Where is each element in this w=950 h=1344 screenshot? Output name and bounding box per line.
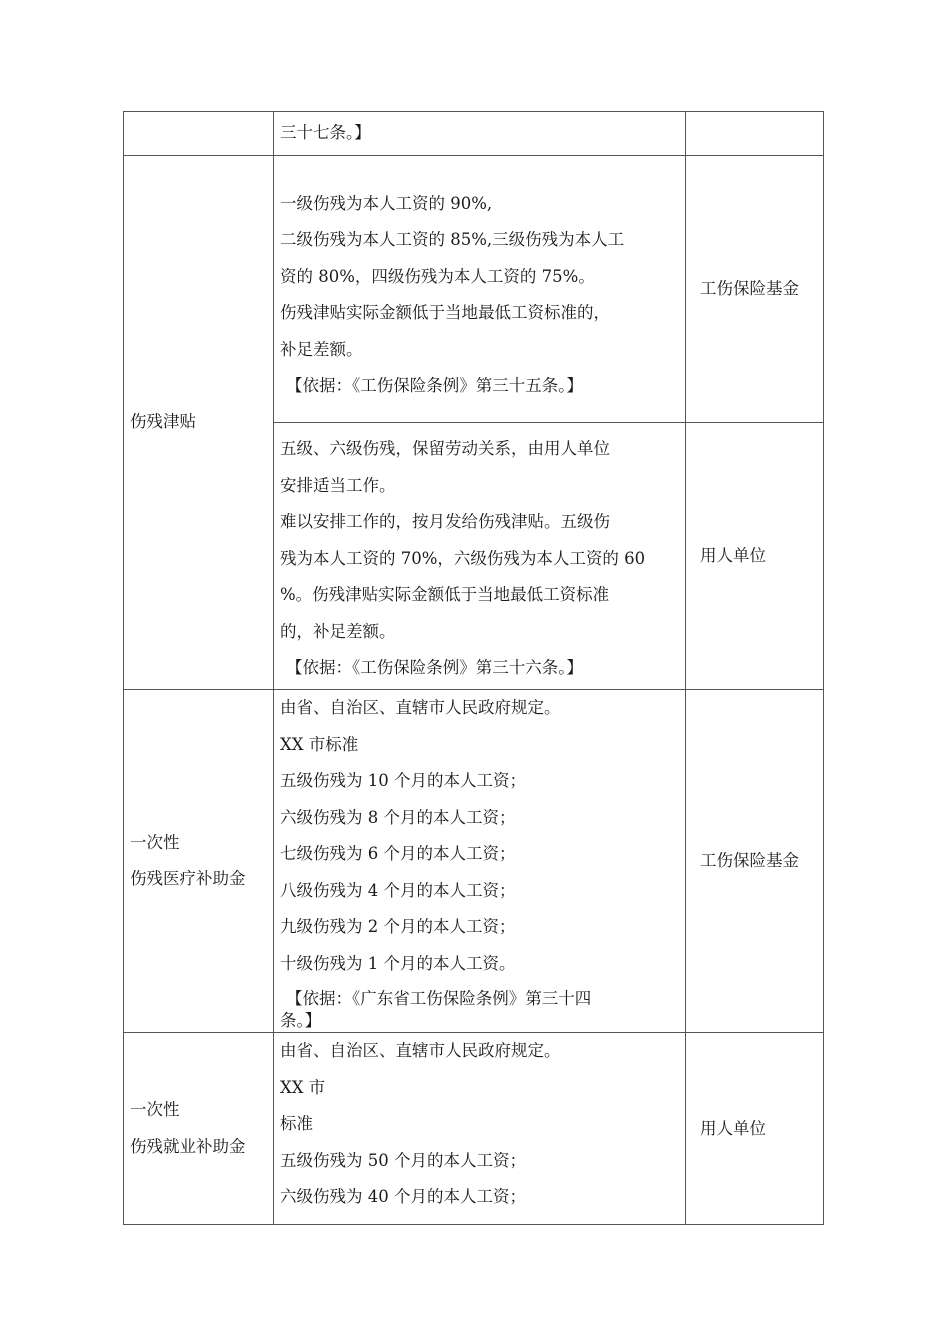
payer-cell <box>686 690 824 1033</box>
item-label: 一次性 <box>130 1100 180 1119</box>
benefits-table <box>123 111 824 1225</box>
content-line: XX 市标准 <box>280 734 359 754</box>
content-line: 八级伤残为 4 个月的本人工资； <box>280 880 516 900</box>
content-line: 五级伤残为 50 个月的本人工资； <box>280 1150 526 1170</box>
basis-line: 【依据：《工伤保险条例》第三十六条。】 <box>286 658 583 678</box>
content-line: 三十七条。】 <box>280 123 371 143</box>
payer-cell <box>686 112 824 156</box>
content-line: 资的 80%，四级伤残为本人工资的 75%。 <box>280 266 595 286</box>
table-row <box>124 690 824 1033</box>
content-line: %。伤残津贴实际金额低于当地最低工资标准 <box>280 585 610 605</box>
content-line: 伤残津贴实际金额低于当地最低工资标准的， <box>280 303 610 322</box>
table-row <box>124 156 824 423</box>
content-line: XX 市 <box>280 1077 326 1097</box>
item-label: 伤残就业补助金 <box>130 1136 246 1156</box>
item-cell <box>124 156 274 690</box>
content-cell <box>274 156 686 423</box>
item-label: 一次性 <box>130 832 180 852</box>
content-line: 残为本人工资的 70%，六级伤残为本人工资的 60 <box>280 548 646 568</box>
content-line: 五级、六级伤残，保留劳动关系，由用人单位 <box>280 439 610 459</box>
content-line: 十级伤残为 1 个月的本人工资。 <box>280 953 516 973</box>
payer-label: 用人单位 <box>700 1118 766 1138</box>
table-row <box>124 112 824 156</box>
content-line: 安排适当工作。 <box>280 475 396 495</box>
content-line: 难以安排工作的，按月发给伤残津贴。五级伤 <box>280 512 610 532</box>
content-cell <box>274 112 686 156</box>
item-cell <box>124 1033 274 1225</box>
payer-label: 工伤保险基金 <box>700 279 799 298</box>
payer-cell <box>686 1033 824 1225</box>
content-cell <box>274 1033 686 1225</box>
content-line: 二级伤残为本人工资的 85%,三级伤残为本人工 <box>280 230 625 249</box>
basis-line: 条。】 <box>280 1011 322 1030</box>
content-line: 六级伤残为 40 个月的本人工资； <box>280 1187 526 1206</box>
content-line: 五级伤残为 10 个月的本人工资； <box>280 771 526 790</box>
table-row <box>124 1033 824 1225</box>
payer-label: 用人单位 <box>700 546 766 565</box>
content-line: 九级伤残为 2 个月的本人工资； <box>280 917 516 936</box>
content-line: 由省、自治区、直辖市人民政府规定。 <box>280 698 561 717</box>
content-cell <box>274 423 686 690</box>
content-line: 七级伤残为 6 个月的本人工资； <box>280 844 516 863</box>
content-line: 的，补足差额。 <box>280 621 396 641</box>
item-cell <box>124 112 274 156</box>
content-line: 标准 <box>280 1114 313 1133</box>
item-cell <box>124 690 274 1033</box>
item-label: 伤残医疗补助金 <box>130 869 246 888</box>
content-cell <box>274 690 686 1033</box>
basis-line: 【依据：《广东省工伤保险条例》第三十四 <box>286 989 592 1008</box>
item-label: 伤残津贴 <box>130 412 196 432</box>
content-line: 六级伤残为 8 个月的本人工资； <box>280 807 516 827</box>
content-line: 一级伤残为本人工资的 90%, <box>280 193 493 213</box>
payer-cell <box>686 423 824 690</box>
content-line: 由省、自治区、直辖市人民政府规定。 <box>280 1041 561 1060</box>
content-line: 补足差额。 <box>280 339 363 359</box>
payer-cell <box>686 156 824 423</box>
basis-line: 【依据：《工伤保险条例》第三十五条。】 <box>286 376 583 395</box>
payer-label: 工伤保险基金 <box>700 851 799 870</box>
